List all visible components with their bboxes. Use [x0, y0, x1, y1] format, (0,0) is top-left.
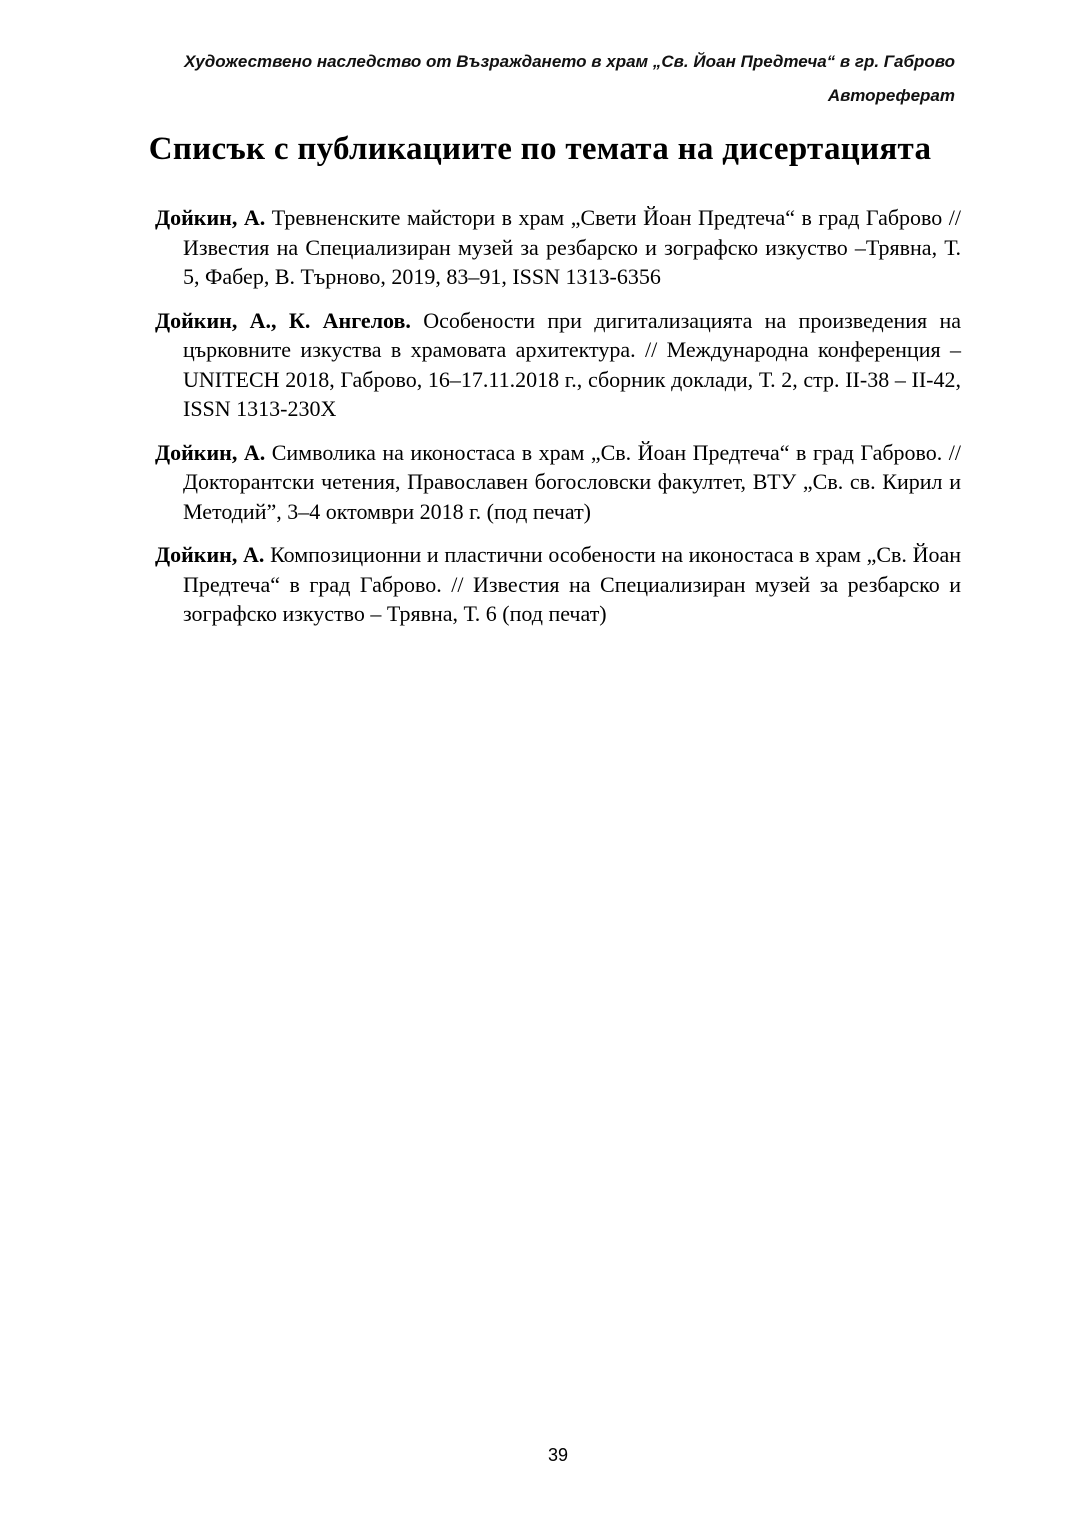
- publication-entry: [155, 306, 961, 424]
- publication-text: Особености при дигитализацията на произведения на църковните изкуства в храмовата архитектура. // Международна конференция – UNITECH 2018, Габрово, 16–17.11.2018 г., сборник доклади, Т. 2, стр. II-38 – II-42, ISSN 1313-230X: [183, 307, 962, 421]
- page-number: 39: [547, 1445, 569, 1465]
- publication-authors: Дойкин, А.: [155, 439, 266, 465]
- publication-authors: Дойкин, А.: [155, 542, 265, 567]
- publication-text: Тревненските майстори в храм „Свети Йоан Предтеча“ в град Габрово // Известия на Специализиран музей за резбарско и зографско изкуство –Трявна, Т. 5, Фабер, В. Търново, 2019, 83–91, ISSN 1313-6356: [183, 205, 962, 289]
- publication-list: [155, 203, 961, 643]
- publication-authors: Дойкин, А., К. Ангелов.: [155, 307, 411, 333]
- publication-authors: Дойкин, А.: [155, 205, 266, 230]
- publication-entry: [155, 203, 961, 292]
- header-document-title: Художествено наследство от Възраждането в храм „Св. Йоан Предтеча“ в гр. Габрово: [184, 52, 955, 71]
- header-subtitle: Автореферат: [827, 86, 955, 105]
- publication-text: Символика на иконостаса в храм „Св. Йоан Предтеча“ в град Габрово. // Докторантски четения, Православен богословски факултет, ВТУ „Св. св. Кирил и Методий”, 3–4 октомври 2018 г. (под печат): [183, 439, 961, 524]
- publication-entry: [155, 540, 961, 629]
- publication-text: Композиционни и пластични особености на иконостаса в храм „Св. Йоан Предтеча“ в град Габрово. // Известия на Специализиран музей за резбарско и зографско изкуство – Трявна, Т. 6 (под печат): [183, 542, 962, 626]
- publication-entry: [155, 438, 961, 527]
- running-header: [100, 51, 955, 106]
- page-title: Списък с публикациите по темата на дисертацията: [148, 131, 932, 167]
